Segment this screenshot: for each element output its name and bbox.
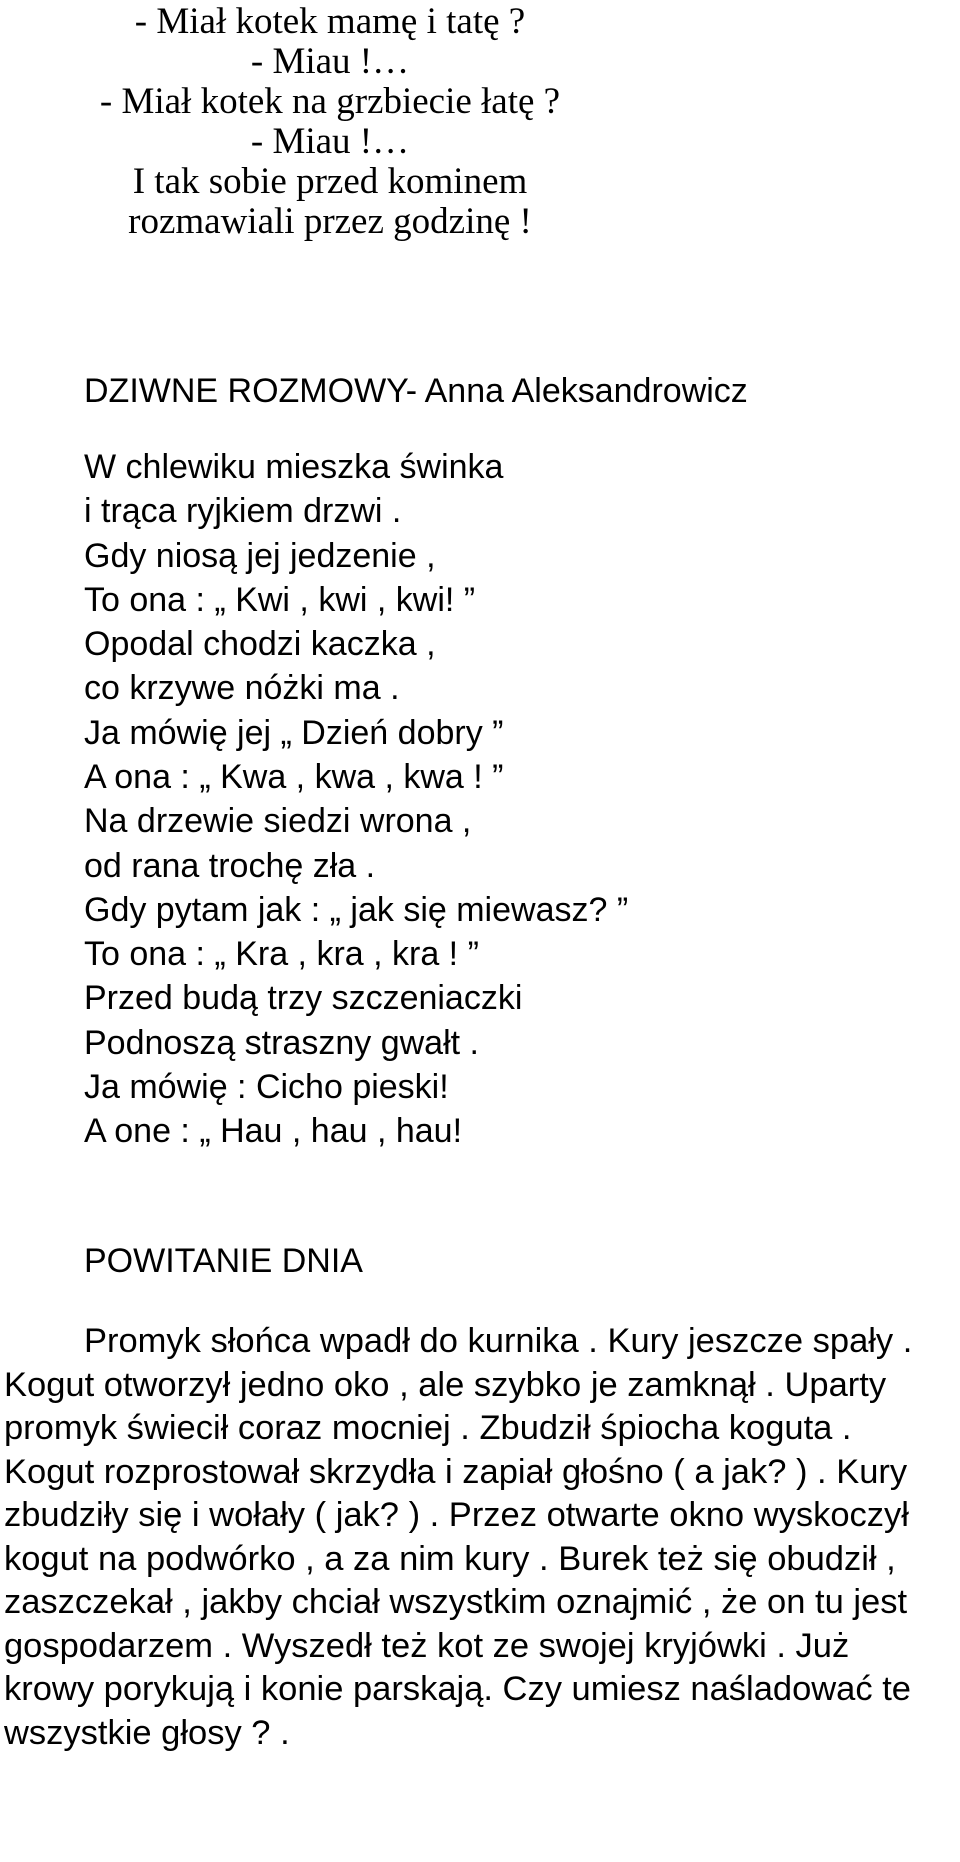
poem-1-line: - Miał kotek na grzbiecie łatę ? bbox=[99, 81, 561, 122]
story-line: krowy porykują i konie parskają. Czy umiesz naśladować te bbox=[4, 1670, 911, 1708]
poem-1-line: I tak sobie przed kominem bbox=[132, 161, 528, 202]
poem-2-line: Gdy niosą jej jedzenie , bbox=[84, 537, 436, 575]
story-title: POWITANIE DNIA bbox=[84, 1242, 363, 1280]
poem-2-title: DZIWNE ROZMOWY- Anna Aleksandrowicz bbox=[84, 372, 748, 410]
poem-2-line: W chlewiku mieszka świnka bbox=[84, 448, 504, 486]
poem-2-line: Przed budą trzy szczeniaczki bbox=[84, 979, 523, 1017]
poem-2-line: Na drzewie siedzi wrona , bbox=[84, 802, 472, 840]
poem-2-line: co krzywe nóżki ma . bbox=[84, 669, 400, 707]
poem-2-line: Ja mówię jej „ Dzień dobry ” bbox=[84, 714, 504, 752]
poem-2-line: A ona : „ Kwa , kwa , kwa ! ” bbox=[84, 758, 504, 796]
story-line: Promyk słońca wpadł do kurnika . Kury jeszcze spały . bbox=[84, 1322, 913, 1360]
poem-2-line: To ona : „ Kra , kra , kra ! ” bbox=[84, 935, 479, 973]
poem-2-line: i trąca ryjkiem drzwi . bbox=[84, 492, 402, 530]
poem-2-line: Opodal chodzi kaczka , bbox=[84, 625, 436, 663]
poem-1-line: rozmawiali przez godzinę ! bbox=[128, 201, 532, 242]
poem-2-line: To ona : „ Kwi , kwi , kwi! ” bbox=[84, 581, 476, 619]
story-line: promyk świecił coraz mocniej . Zbudził śpiocha koguta . bbox=[4, 1409, 852, 1447]
poem-2-line: od rana trochę zła . bbox=[84, 847, 376, 885]
poem-1-line: - Miau !… bbox=[250, 121, 410, 162]
poem-2-line: Podnoszą straszny gwałt . bbox=[84, 1024, 479, 1062]
poem-1-line: - Miał kotek mamę i tatę ? bbox=[134, 1, 526, 42]
story-line: Kogut otworzył jedno oko , ale szybko je zamknął . Uparty bbox=[4, 1366, 887, 1404]
story-line: zaszczekał , jakby chciał wszystkim oznajmić , że on tu jest bbox=[4, 1583, 908, 1621]
story-line: kogut na podwórko , a za nim kury . Burek też się obudził , bbox=[4, 1540, 896, 1578]
story-line: gospodarzem . Wyszedł też kot ze swojej kryjówki . Już bbox=[4, 1627, 850, 1665]
story-line: Kogut rozprostował skrzydła i zapiał głośno ( a jak? ) . Kury bbox=[4, 1453, 908, 1491]
story-line: wszystkie głosy ? . bbox=[4, 1714, 290, 1752]
poem-2-line: A one : „ Hau , hau , hau! bbox=[84, 1112, 463, 1150]
poem-2-line: Gdy pytam jak : „ jak się miewasz? ” bbox=[84, 891, 629, 929]
poem-1-line: - Miau !… bbox=[250, 41, 410, 82]
poem-2-line: Ja mówię : Cicho pieski! bbox=[84, 1068, 449, 1106]
story-line: zbudziły się i wołały ( jak? ) . Przez otwarte okno wyskoczył bbox=[4, 1496, 909, 1534]
